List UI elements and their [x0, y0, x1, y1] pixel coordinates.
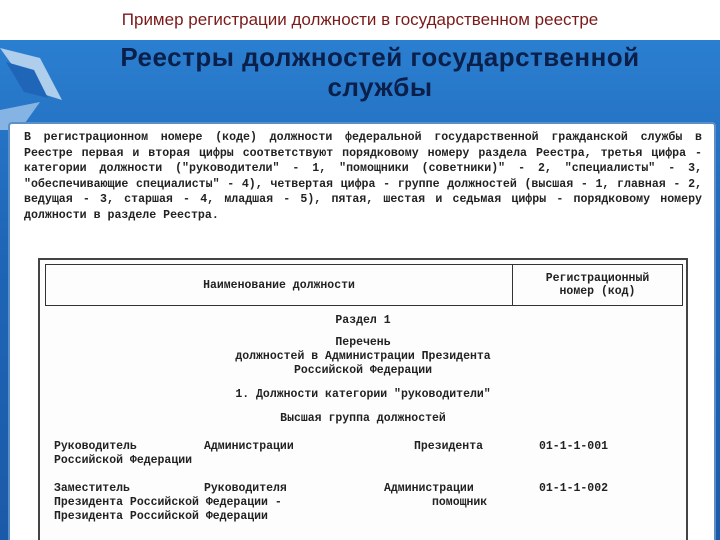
- row1-mid: Администрации: [204, 440, 294, 453]
- page-caption: Пример регистрации должности в государственном реестре: [0, 0, 720, 40]
- row1-code: 01-1-1-001: [539, 440, 609, 453]
- row2-line2: Президента Российской Федерации -: [54, 496, 282, 509]
- section-label: Раздел 1: [335, 314, 391, 327]
- col-code-header-line-2: номер (код): [559, 285, 636, 298]
- row2-right: Администрации: [384, 482, 474, 495]
- row2-line2-right: помощник: [432, 496, 488, 509]
- list-line-2: должностей в Администрации Президента: [235, 350, 491, 363]
- slide-title: [80, 42, 680, 102]
- col-code-header-line-1: Регистрационный: [545, 272, 650, 285]
- row2-mid: Руководителя: [204, 482, 287, 495]
- list-line-3: Российской Федерации: [293, 364, 433, 377]
- slide: [0, 40, 720, 540]
- group-label: Высшая группа должностей: [280, 412, 446, 425]
- logo-icon: [0, 40, 70, 130]
- row2-title: Заместитель: [54, 482, 130, 495]
- doc-table-header: [45, 264, 683, 306]
- row1-right: Президента: [414, 440, 484, 453]
- row1-line2: Российской Федерации: [54, 454, 193, 467]
- row2-line3: Президента Российской Федерации: [54, 510, 268, 523]
- row2-code: 01-1-1-002: [539, 482, 609, 495]
- list-title: Перечень: [335, 336, 391, 349]
- slide-title-line-2: службы: [327, 72, 433, 102]
- category-label: 1. Должности категории "руководители": [235, 388, 491, 401]
- slide-title-line-1: Реестры должностей государственной: [120, 42, 640, 72]
- row1-title: Руководитель: [54, 440, 137, 453]
- intro-text: В регистрационном номере (коде) должности федеральной государственной гражданской службы в Реестре первая и вторая цифры соответствуют порядковому номеру раздела Реестра, третья цифра - категории должности ("руководители" - 1, "помощники (советники)" - 2, "специалисты" - 3, "обеспечивающие специалисты" - 4), четвертая цифра - группе должностей (высшая - 1, главная - 2, ведущая - 3, старшая - 4, младшая - 5), пятая, шестая и седьмая цифры - порядковому номеру должности в разделе Реестра.: [24, 131, 702, 222]
- col-name-header: Наименование должности: [46, 265, 513, 305]
- content-panel: [8, 122, 716, 540]
- col-code-header: [513, 265, 682, 305]
- registry-document: [38, 258, 688, 540]
